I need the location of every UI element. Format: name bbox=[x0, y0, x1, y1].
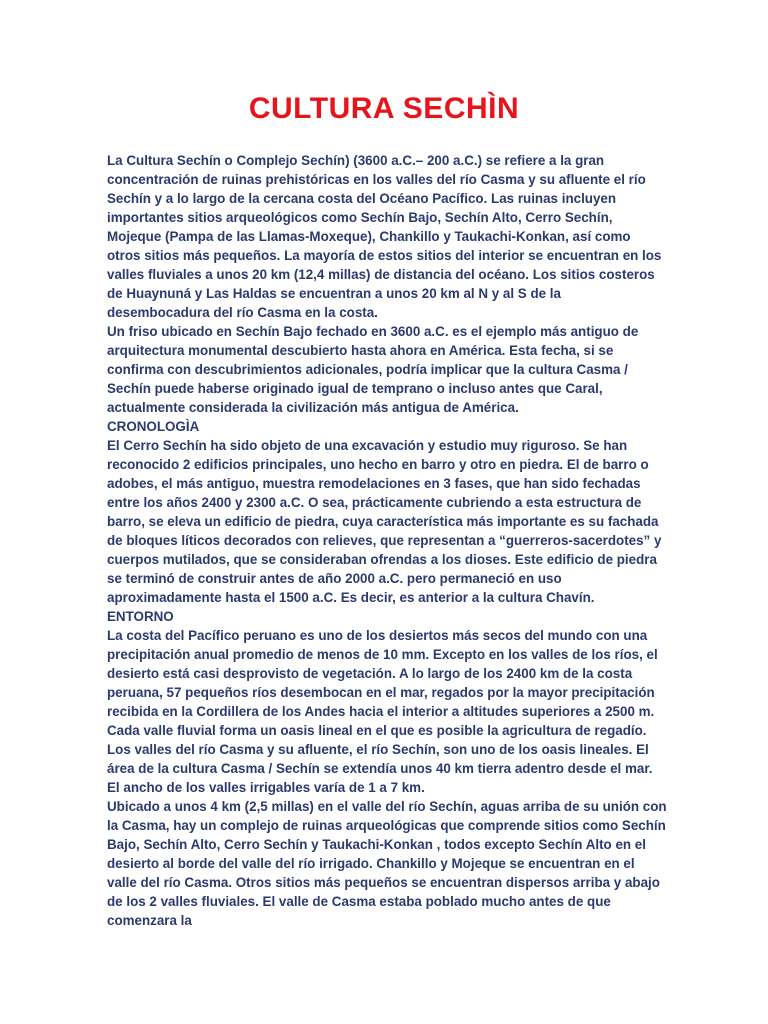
paragraph-ubicacion: Ubicado a unos 4 km (2,5 millas) en el valle del río Sechín, aguas arriba de su unión con la Casma, hay un complejo de ruinas arqueológicas que comprende sitios como Sechín Bajo, Sechín Alto, Cerro Sechín y Taukachi-Konkan , todos excepto Sechín Alto en el desierto al borde del valle del río irrigado. Chankillo y Mojeque se encuentran en el valle del río Casma. Otros sitios más pequeños se encuentran dispersos arriba y abajo de los 2 valles fluviales. El valle de Casma estaba poblado mucho antes de que comenzara la bbox=[107, 799, 667, 928]
document-title: CULTURA SECHÌN bbox=[248, 92, 520, 125]
paragraph-costa: La costa del Pacífico peruano es uno de los desiertos más secos del mundo con una precipitación anual promedio de menos de 10 mm. Excepto en los valles de los ríos, el desierto está casi desprovisto de vegetación. A lo largo de los 2400 km de la costa peruana, 57 pequeños ríos desembocan en el mar, regados por la mayor precipitación recibida en la Cordillera de los Andes hacia el interior a altitudes superiores a 2500 m. Cada valle fluvial forma un oasis lineal en el que es posible la agricultura de regadío. Los valles del río Casma y su afluente, el río Sechín, son uno de los oasis lineales. El área de la cultura Casma / Sechín se extendía unos 40 km tierra adentro desde el mar. El ancho de los valles irrigables varía de 1 a 7 km. bbox=[107, 628, 658, 795]
paragraph-intro: La Cultura Sechín o Complejo Sechín) (3600 a.C.– 200 a.C.) se refiere a la gran concentración de ruinas prehistóricas en los valles del río Casma y su afluente el río Sechín y a lo largo de la cercana costa del Océano Pacífico. Las ruinas incluyen importantes sitios arqueológicos como Sechín Bajo, Sechín Alto, Cerro Sechín, Mojeque (Pampa de las Llamas-Moxeque), Chankillo y Taukachi-Konkan, así como otros sitios más pequeños. La mayoría de estos sitios del interior se encuentran en los valles fluviales a unos 20 km (12,4 millas) de distancia del océano. Los sitios costeros de Huaynuná y Las Haldas se encuentran a unos 20 km al N y al S de la desembocadura del río Casma en la costa. bbox=[107, 153, 662, 320]
heading-cronologia: CRONOLOGÌA bbox=[107, 419, 200, 434]
paragraph-friso: Un friso ubicado en Sechín Bajo fechado en 3600 a.C. es el ejemplo más antiguo de arquitectura monumental descubierto hasta ahora en América. Esta fecha, si se confirma con descubrimientos adicionales, podría implicar que la cultura Casma / Sechín puede haberse originado igual de temprano o incluso antes que Caral, actualmente considerada la civilización más antigua de América. bbox=[107, 324, 639, 415]
heading-entorno: ENTORNO bbox=[107, 609, 174, 624]
document-body bbox=[107, 151, 667, 930]
paragraph-cerro-sechin: El Cerro Sechín ha sido objeto de una excavación y estudio muy riguroso. Se han reconocido 2 edificios principales, uno hecho en barro y otro en piedra. El de barro o adobes, el más antiguo, muestra remodelaciones en 3 fases, que han sido fechadas entre los años 2400 y 2300 a.C. O sea, prácticamente cubriendo a esta estructura de barro, se eleva un edificio de piedra, cuya característica más importante es su fachada de bloques líticos decorados con relieves, que representan a “guerreros-sacerdotes” y cuerpos mutilados, que se consideraban ofrendas a los dioses. Este edificio de piedra se terminó de construir antes de año 2000 a.C. pero permaneció en uso aproximadamente hasta el 1500 a.C. Es decir, es anterior a la cultura Chavín. bbox=[107, 438, 662, 605]
